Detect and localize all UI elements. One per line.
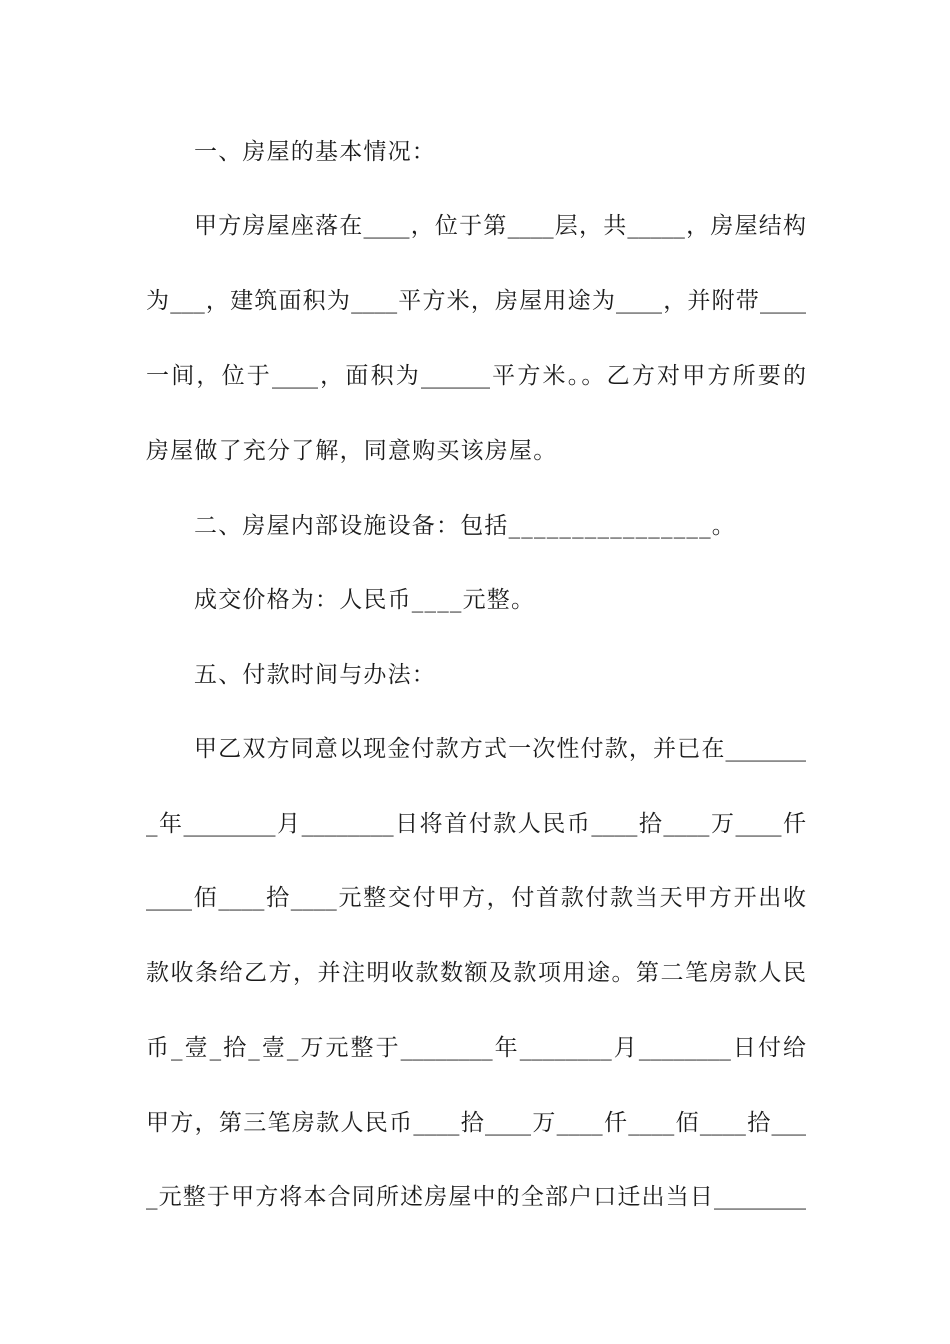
section-heading-basic-info: 一、房屋的基本情况： xyxy=(194,139,436,165)
paragraph-line: 甲方房屋座落在____，位于第____层，共_____，房屋结构 xyxy=(194,213,806,239)
section-heading-facilities: 二、房屋内部设施设备：包括________________。 xyxy=(194,513,736,539)
paragraph-line: 款收条给乙方，并注明收款数额及款项用途。第二笔房款人民 xyxy=(146,960,806,986)
paragraph-line: _元整于甲方将本合同所述房屋中的全部户口迁出当日________ xyxy=(146,1184,806,1210)
paragraph-line: 币_壹_拾_壹_万元整于________年________月________日付给 xyxy=(146,1035,806,1061)
paragraph-line: _年________月________日将首付款人民币____拾____万____仟 xyxy=(146,811,806,837)
paragraph-line: 房屋做了充分了解，同意购买该房屋。 xyxy=(146,438,558,464)
paragraph-line: 一间，位于____，面积为______平方米。。乙方对甲方所要的 xyxy=(146,363,806,389)
paragraph-line: ____佰____拾____元整交付甲方，付首款付款当天甲方开出收 xyxy=(146,885,806,911)
price-line: 成交价格为：人民币____元整。 xyxy=(194,587,536,613)
paragraph-line: 为___，建筑面积为____平方米，房屋用途为____，并附带____ xyxy=(146,288,806,314)
paragraph-line: 甲乙双方同意以现金付款方式一次性付款，并已在_______ xyxy=(194,736,806,762)
paragraph-line: 甲方，第三笔房款人民币____拾____万____仟____佰____拾___ xyxy=(146,1110,806,1136)
section-heading-payment: 五、付款时间与办法： xyxy=(194,662,436,688)
